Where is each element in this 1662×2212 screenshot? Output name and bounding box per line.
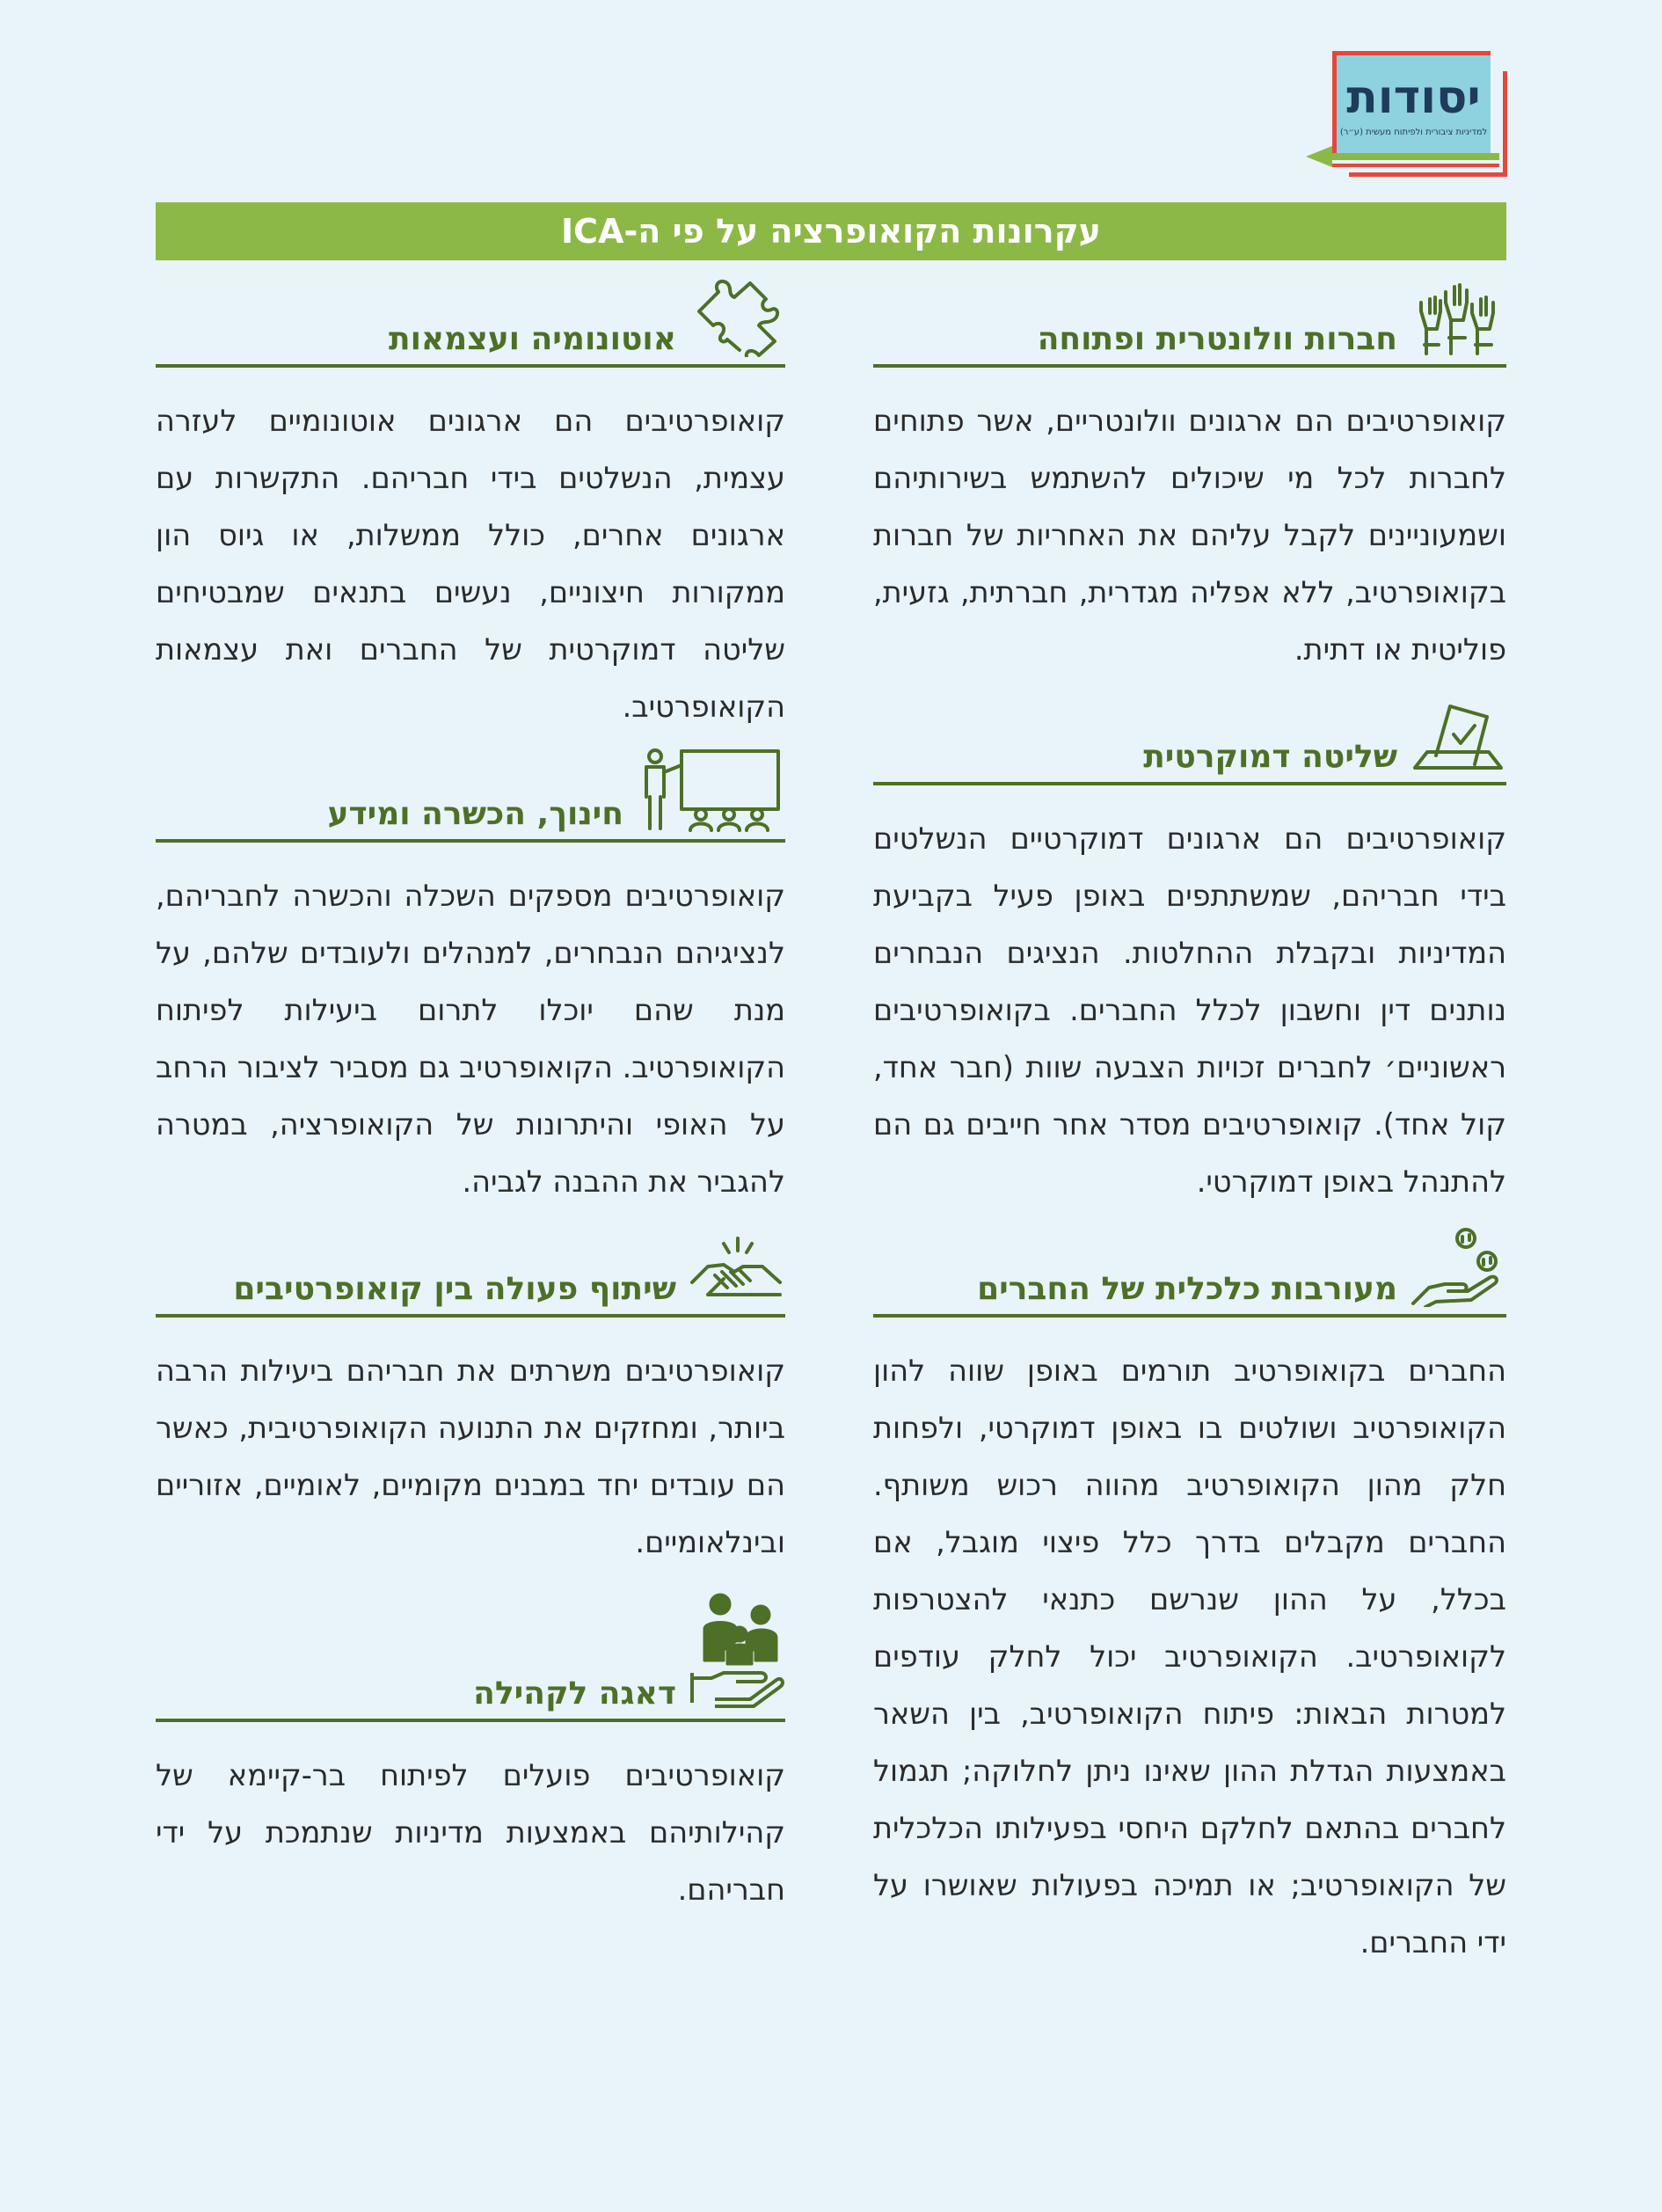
section-header xyxy=(156,280,785,368)
section-text: קואופרטיבים הם ארגונים דמוקרטיים הנשלטים בידי חבריהם, שמשתתפים באופן פעיל בקביעת המדיניות ובקבלת ההחלטות. הנציגים הנבחרים נותנים דין וחשבון לכלל החברים. בקואופרטיבים ראשוניים׳ לחברים זכויות הצבעה שוות (חבר אחד, קול אחד). קואופרטיבים מסדר אחר חייבים גם הם להתנהל באופן דמוקרטי. xyxy=(873,821,1506,1199)
section-text: קואופרטיבים הם ארגונים וולונטריים, אשר פתוחים לחברות לכל מי שיכולים להשתמש בשירותיהם ושמעוניינים לקבל עליהם את האחריות של חברות בקואופרטיב, ללא אפליה מגדרית, חברתית, גזעית, פוליטית או דתית. xyxy=(873,404,1506,667)
section-title: חברות וולונטרית ופתוחה xyxy=(1037,321,1397,358)
raised-hands-icon xyxy=(1410,276,1506,357)
section-header xyxy=(873,1230,1506,1318)
section-title: שיתוף פעולה בין קואופרטיבים xyxy=(233,1271,676,1308)
section-title: מעורבות כלכלית של החברים xyxy=(977,1271,1397,1308)
section-title: אוטונומיה ועצמאות xyxy=(388,321,676,358)
section-economic-participation xyxy=(873,1230,1506,1990)
section-header xyxy=(873,280,1506,368)
section-header xyxy=(156,1230,785,1318)
logo-subtitle: למדיניות ציבורית ולפיתוח מעשית (ע״ר) xyxy=(1339,128,1488,137)
section-text: קואופרטיבים פועלים לפיתוח בר-קיימא של קהילותיהם באמצעות מדיניות שנתמכת על ידי חבריהם. xyxy=(156,1758,785,1907)
ballot-box-icon xyxy=(1410,694,1506,775)
hand-coins-icon xyxy=(1410,1226,1506,1307)
section-header xyxy=(873,697,1506,785)
section-education-training xyxy=(156,755,785,1230)
section-title: שליטה דמוקרטית xyxy=(1143,739,1397,776)
section-voluntary-open-membership xyxy=(873,280,1506,697)
section-text: קואופרטיבים הם ארגונים אוטונומיים לעזרה עצמית, הנשלטים בידי חבריהם. התקשרות עם ארגונים אחרים, כולל ממשלות, או גיוס הון ממקורות חיצוניים, נעשים בתנאים שמבטיחים שליטה דמוקרטית של החברים ואת עצמאות הקואופרטיב. xyxy=(156,404,785,724)
section-cooperation-among-cooperatives xyxy=(156,1230,785,1590)
section-title: דאגה לקהילה xyxy=(473,1675,676,1712)
section-header xyxy=(156,755,785,843)
section-title: חינוך, הכשרה ומידע xyxy=(327,796,623,833)
family-in-hand-icon xyxy=(689,1588,785,1712)
section-democratic-control xyxy=(873,697,1506,1230)
logo xyxy=(1297,42,1517,172)
section-text: החברים בקואופרטיב תורמים באופן שווה להון הקואופרטיב ושולטים בו באופן דמוקרטי, ולפחות חלק מהון הקואופרטיב מהווה רכוש משותף. החברים מקבלים בדרך כלל פיצוי מוגבל, אם בכלל, על ההון שנרשם כתנאי להצטרפות לקואופרטיב. הקואופרטיב יכול לחלק עודפים למטרות הבאות: פיתוח הקואופרטיב, בין השאר באמצעות הגדלת ההון שאינו ניתן לחלוקה; תגמול לחברים בהתאם לחלקם היחסי בפעילותו הכלכלית של הקואופרטיב; או תמיכה בפעולות שאושרו על ידי החברים. xyxy=(873,1354,1506,1960)
puzzle-piece-icon xyxy=(689,276,785,357)
banner-title: עקרונות הקואופרציה על פי ה-ICA xyxy=(561,212,1101,251)
right-column xyxy=(873,280,1506,1990)
section-autonomy-independence xyxy=(156,280,785,755)
section-text: קואופרטיבים משרתים את חבריהם ביעילות הרבה ביותר, ומחזקים את התנועה הקואופרטיבית, כאשר הם עובדים יחד במבנים מקומיים, לאומיים, אזוריים ובינלאומיים. xyxy=(156,1354,785,1559)
section-text: קואופרטיבים מספקים השכלה והכשרה לחבריהם, לנציגיהם הנבחרים, למנהלים ולעובדים שלהם, על מנת שהם יוכלו לתרום ביעילות לפיתוח הקואופרטיב. הקואופרטיב גם מסביר לציבור הרחב על האופי והיתרונות של הקואופרציה, במטרה להגביר את ההבנה לגביה. xyxy=(156,879,785,1199)
section-header xyxy=(156,1590,785,1722)
left-column xyxy=(156,280,785,1938)
classroom-icon xyxy=(636,751,785,832)
section-concern-for-community xyxy=(156,1590,785,1938)
handshake-icon xyxy=(689,1226,785,1307)
logo-title: יסודות xyxy=(1346,71,1481,124)
logo-arrow-icon xyxy=(1297,137,1508,181)
page-banner xyxy=(156,202,1506,260)
